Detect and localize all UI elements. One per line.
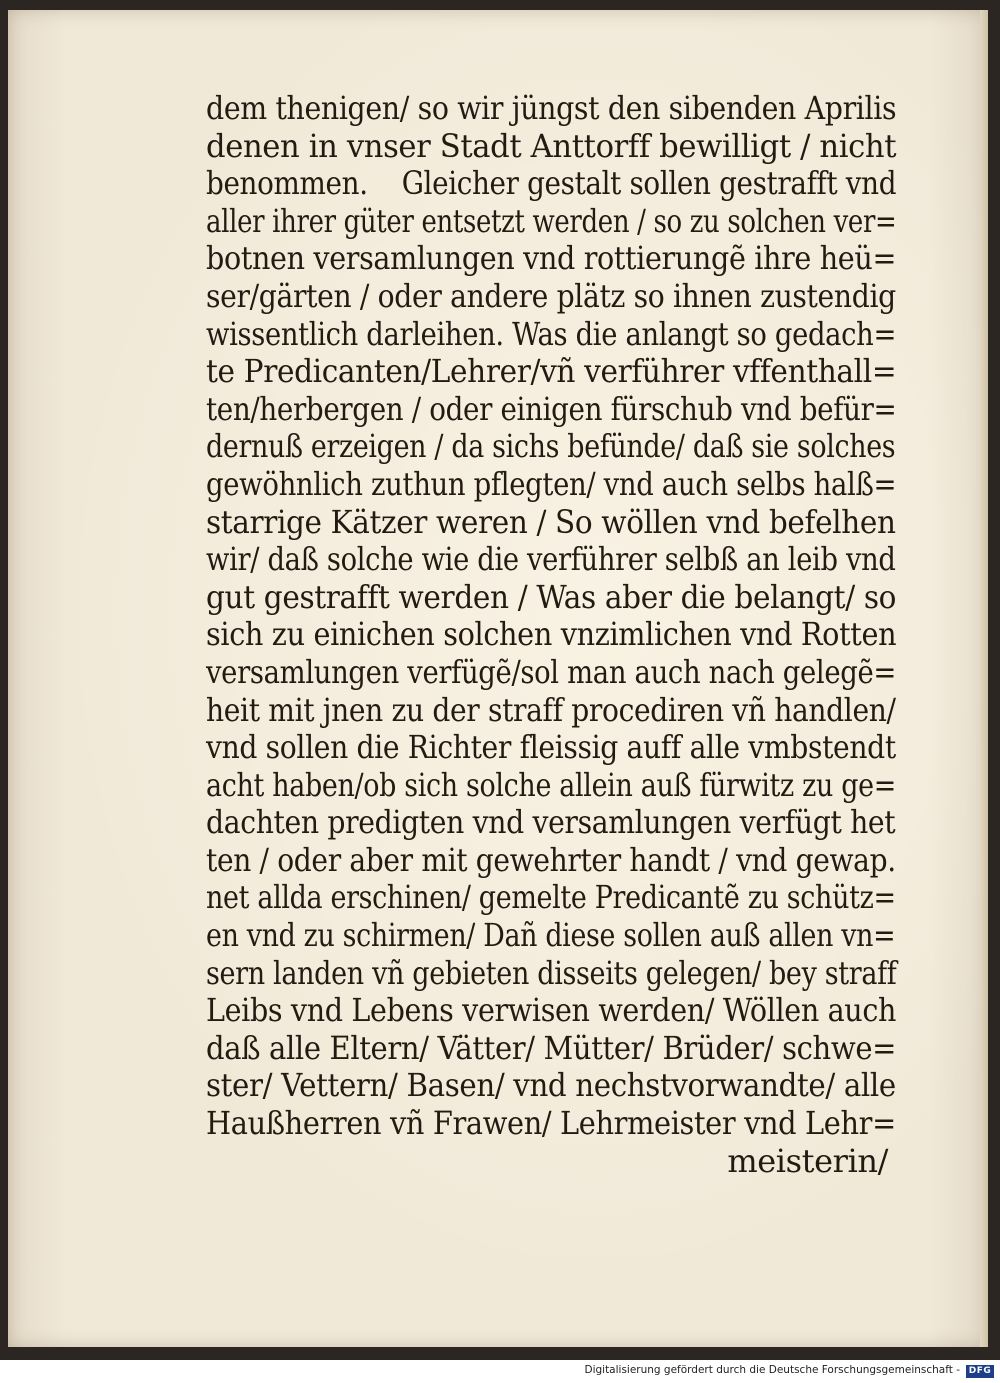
text-block [206, 90, 896, 1180]
dfg-logo: DFG [966, 1365, 994, 1378]
funding-attribution: Digitalisierung gefördert durch die Deutsche Forschungsgemeinschaft - [584, 1364, 960, 1376]
page-edge [980, 10, 988, 1347]
text-line: benommen. Gleicher gestalt sollen gestrafft vnd [206, 164, 897, 203]
text-line: ster/ Vettern/ Basen/ vnd nechstvorwandte/ alle [206, 1066, 896, 1105]
text-line: aller ihrer güter entsetzt werden / so zu solchen ver= [206, 201, 897, 240]
text-line: sich zu einichen solchen vnzimlichen vnd Rotten [206, 615, 897, 654]
text-line: net allda erschinen/ gemelte Predicantẽ zu schütz= [206, 878, 896, 917]
text-line: ten / oder aber mit gewehrter handt / vnd gewap. [206, 840, 896, 879]
text-line: vnd sollen die Richter fleissig auff alle vmbstendt [206, 728, 896, 767]
text-line: starrige Kätzer weren / So wöllen vnd befelhen [206, 502, 896, 541]
footer-bar [0, 1360, 1000, 1383]
text-line: botnen versamlungen vnd rottierungẽ ihre heü= [206, 239, 897, 278]
text-line: ser/gärten / oder andere plätz so ihnen zustendig [206, 276, 896, 315]
text-line: Haußherren vñ Frawen/ Lehrmeister vnd Lehr= [206, 1104, 896, 1143]
document-page [8, 10, 988, 1347]
text-line: te Predicanten/Lehrer/vñ verführer vffenthall= [206, 352, 897, 391]
text-line: en vnd zu schirmen/ Dañ diese sollen auß allen vn= [206, 916, 896, 955]
text-line: sern landen vñ gebieten disseits gelegen/ bey straff [206, 953, 897, 992]
text-line: dachten predigten vnd versamlungen verfügt het [206, 803, 896, 842]
text-line: wir/ daß solche wie die verführer selbß an leib vnd [206, 540, 896, 579]
text-line: gewöhnlich zuthun pflegten/ vnd auch selbs halß= [206, 464, 897, 503]
text-line: dernuß erzeigen / da sichs befünde/ daß sie solches [206, 427, 896, 466]
text-line: acht haben/ob sich solche allein auß fürwitz zu ge= [206, 765, 896, 804]
text-line: ten/herbergen / oder einigen fürschub vnd befür= [206, 389, 897, 428]
text-line: versamlungen verfügẽ/sol man auch nach gelegẽ= [206, 652, 897, 691]
text-line: daß alle Eltern/ Vätter/ Mütter/ Brüder/ schwe= [206, 1028, 897, 1067]
text-line: gut gestrafft werden / Was aber die belangt/ so [206, 577, 897, 616]
text-line: denen in vnser Stadt Anttorff bewilligt / nicht [206, 126, 897, 165]
text-line: dem thenigen/ so wir jüngst den sibenden Aprilis [206, 89, 897, 127]
text-line: heit mit jnen zu der straff procediren vñ handlen/ [206, 690, 896, 729]
text-line: Leibs vnd Lebens verwisen werden/ Wöllen auch [206, 991, 897, 1030]
text-line: wissentlich darleihen. Was die anlangt so gedach= [206, 314, 897, 353]
catchword: meisterin/ [727, 1141, 888, 1180]
